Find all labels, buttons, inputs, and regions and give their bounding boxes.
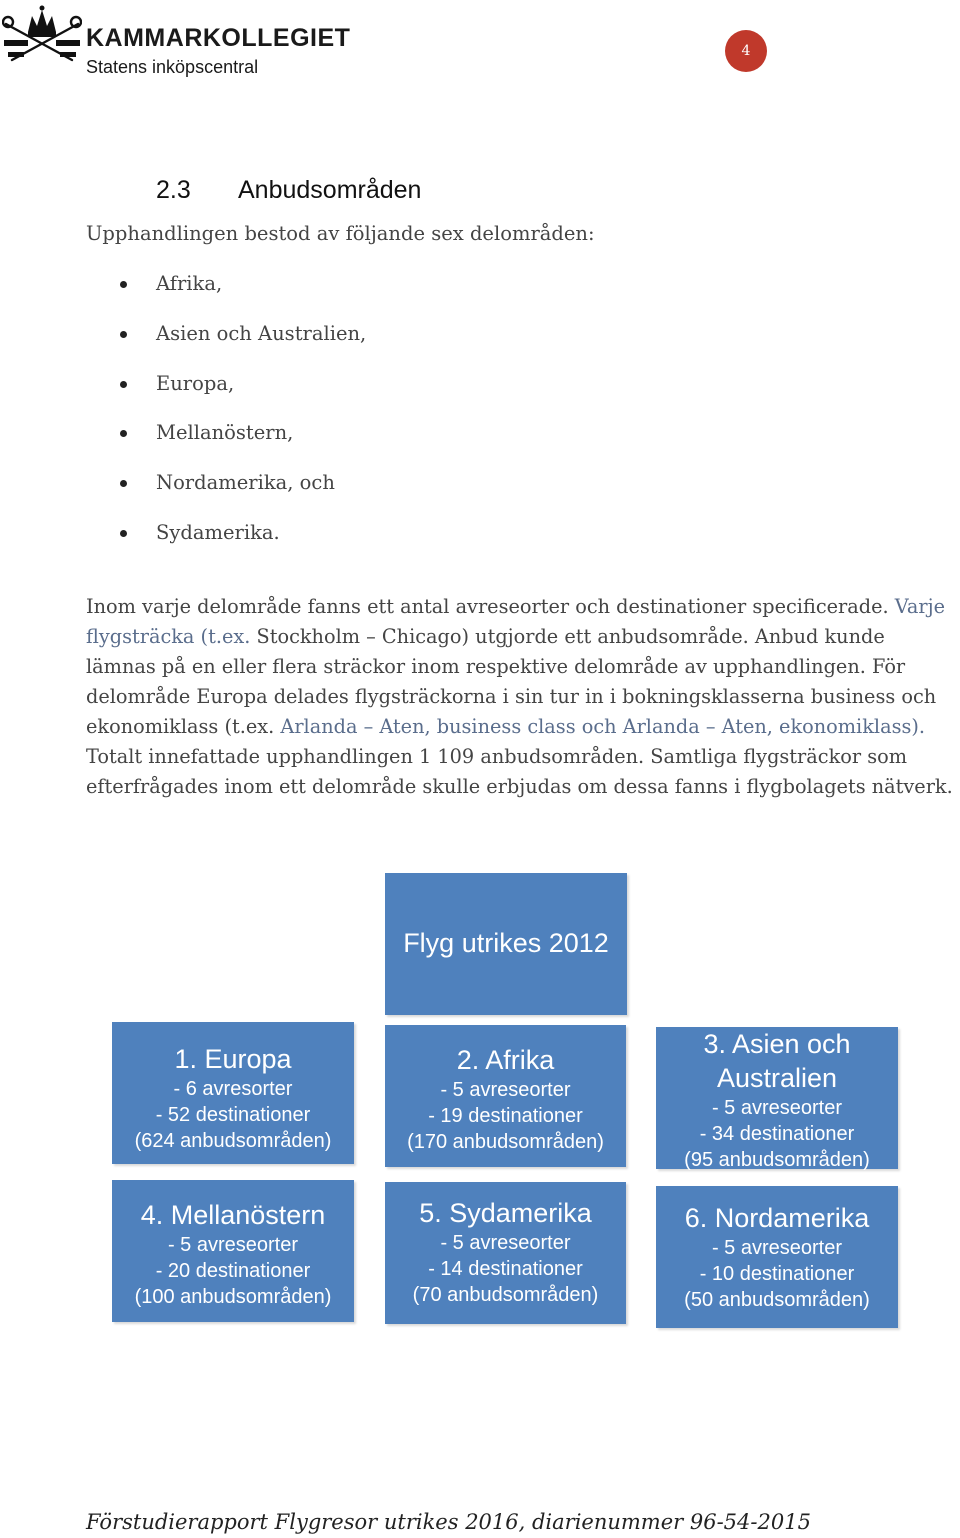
intro-text: Upphandlingen bestod av följande sex delområden: bbox=[86, 222, 595, 245]
region-line: - 6 avresorter bbox=[173, 1078, 293, 1100]
list-item: Mellanöstern, bbox=[120, 419, 366, 469]
region-line: - 5 avreseorter bbox=[167, 1234, 299, 1256]
diagram-root-box bbox=[385, 873, 627, 1015]
region-title: 4. Mellanöstern bbox=[140, 1200, 326, 1230]
list-item: Asien och Australien, bbox=[120, 320, 366, 370]
region-title: 5. Sydamerika bbox=[419, 1198, 592, 1228]
region-line: - 14 destinationer bbox=[428, 1258, 583, 1280]
paragraph-line: efterfrågades inom ett delområde skulle erbjudas om dessa fanns i flygbolagets nätverk. bbox=[86, 775, 953, 798]
region-line: - 19 destinationer bbox=[428, 1105, 583, 1127]
region-line: - 52 destinationer bbox=[155, 1104, 311, 1126]
body-paragraph bbox=[86, 592, 960, 802]
region-title: 1. Europa bbox=[174, 1044, 292, 1074]
list-item: Afrika, bbox=[120, 270, 366, 320]
region-line: - 20 destinationer bbox=[155, 1260, 311, 1282]
region-box-asien bbox=[656, 1027, 898, 1169]
region-line: (95 anbudsområden) bbox=[684, 1149, 870, 1171]
list-item: Nordamerika, och bbox=[120, 469, 366, 519]
section-title: Anbudsområden bbox=[238, 176, 422, 204]
region-title: 6. Nordamerika bbox=[684, 1203, 870, 1233]
region-line: - 10 destinationer bbox=[699, 1263, 855, 1285]
region-line: - 5 avreseorter bbox=[711, 1237, 843, 1259]
paragraph-line: lämnas på en eller flera sträckor inom respektive delområde av upphandlingen. För bbox=[86, 655, 906, 678]
section-number: 2.3 bbox=[156, 176, 191, 204]
region-line: (70 anbudsområden) bbox=[412, 1284, 599, 1306]
paragraph-line: delområde Europa delades flygsträckorna i sin tur in i bokningsklasserna business och bbox=[86, 685, 937, 708]
paragraph-line: ekonomiklass (t.ex. Arlanda – Aten, business class och Arlanda – Aten, ekonomiklass). bbox=[86, 715, 926, 738]
region-line: (624 anbudsområden) bbox=[134, 1130, 332, 1152]
page-number-badge: 4 bbox=[725, 30, 767, 72]
list-item: Europa, bbox=[120, 370, 366, 420]
region-line: - 5 avreseorter bbox=[711, 1097, 843, 1119]
list-item: Sydamerika. bbox=[120, 519, 366, 569]
region-box-afrika bbox=[385, 1025, 626, 1167]
region-line: (100 anbudsområden) bbox=[134, 1286, 332, 1308]
region-title: 2. Afrika bbox=[456, 1045, 555, 1075]
paragraph-line: Inom varje delområde fanns ett antal avreseorter och destinationer specificerade. Varje bbox=[86, 595, 946, 618]
region-line: (170 anbudsområden) bbox=[407, 1131, 604, 1153]
crown-keys-icon bbox=[2, 2, 82, 72]
diagram-root-label: Flyg utrikes 2012 bbox=[403, 928, 609, 958]
region-title: 3. Asien och bbox=[703, 1029, 851, 1059]
region-box-sydamerika bbox=[385, 1182, 626, 1324]
org-subtitle: Statens inköpscentral bbox=[86, 57, 259, 77]
region-box-nordamerika bbox=[656, 1186, 898, 1328]
paragraph-line: flygsträcka (t.ex. Stockholm – Chicago) utgjorde ett anbudsområde. Anbud kunde bbox=[86, 625, 885, 648]
region-line: - 5 avreseorter bbox=[440, 1232, 571, 1254]
region-box-europa bbox=[112, 1022, 354, 1164]
region-title: Australien bbox=[716, 1063, 838, 1093]
region-bullet-list bbox=[120, 270, 366, 569]
paragraph-line: Totalt innefattade upphandlingen 1 109 anbudsområden. Samtliga flygsträckor som bbox=[86, 745, 907, 768]
region-line: (50 anbudsområden) bbox=[684, 1289, 870, 1311]
org-name: KAMMARKOLLEGIET bbox=[86, 24, 351, 52]
page-footer: Förstudierapport Flygresor utrikes 2016, diarienummer 96-54-2015 bbox=[86, 1510, 811, 1534]
region-line: - 34 destinationer bbox=[699, 1123, 855, 1145]
region-line: - 5 avreseorter bbox=[440, 1079, 571, 1101]
section-heading bbox=[156, 176, 421, 205]
region-box-mellanostern bbox=[112, 1180, 354, 1322]
